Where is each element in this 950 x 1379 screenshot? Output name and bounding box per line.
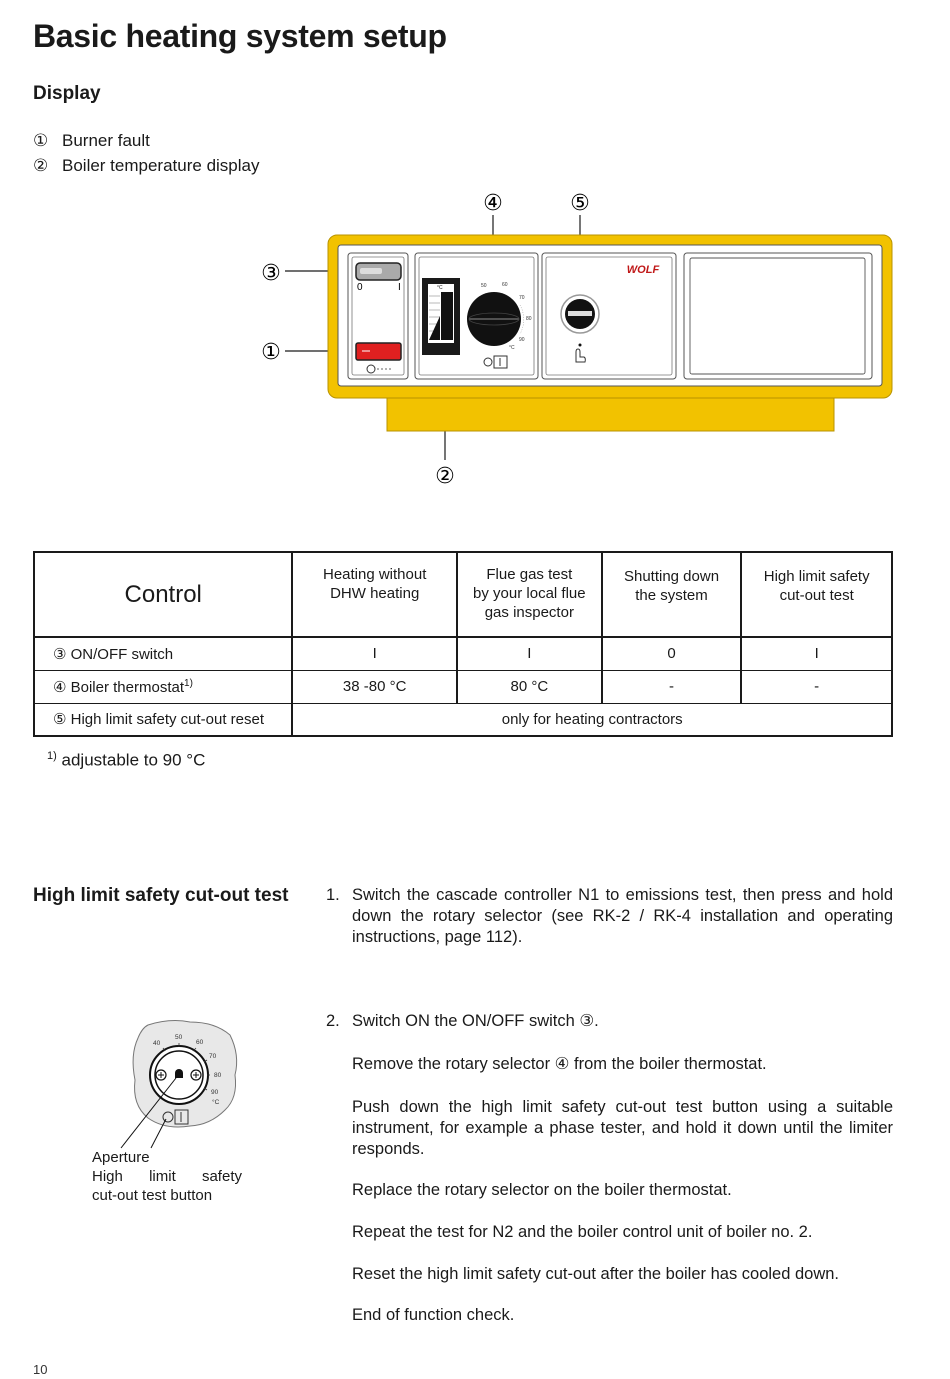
dial-unit-label: °C [509,345,515,351]
closeup-tick: 70 [209,1053,217,1060]
row-label [34,670,292,703]
step-1 [326,885,893,948]
footnote-marker: 1) [47,750,57,762]
header-line: Flue gas test [486,566,573,583]
header-line: the system [635,587,708,604]
dial-tick-label: 90 [519,337,525,343]
caption-aperture: Aperture [92,1149,150,1166]
instruction-paragraph: Reset the high limit safety cut-out after the boiler has cooled down. [352,1265,840,1283]
instruction-paragraph: Push down the high limit safety cut-out test button using a suitable instrument, for example a phase tester, and hold it down until the limiter responds. [352,1098,893,1158]
footnote-ref: 1) [184,677,193,689]
instruction-paragraph: Replace the rotary selector on the boiler thermostat. [352,1181,732,1199]
footnote-text: adjustable to 90 °C [61,750,206,770]
header-line: gas inspector [484,604,574,621]
step-text: Switch the cascade controller N1 to emissions test, then press and hold down the rotary selector (see RK-2 / RK-4 installation and operating instructions, page 112). [352,886,893,946]
step-number: 1. [326,886,340,904]
header-line: High limit safety [763,568,870,585]
row-label-text: ON/OFF switch [70,645,174,663]
dial-tick-label: 60 [502,282,508,288]
table-cell: I [292,637,457,670]
table-cell: I [457,637,602,670]
closeup-tick: 90 [211,1089,219,1096]
row-label-text: Boiler thermostat [70,678,185,696]
caption-test-button: cut-out test button [92,1187,213,1204]
closeup-tick: 50 [175,1034,183,1041]
aperture-icon [175,1069,183,1078]
callout-1: ① [261,339,281,364]
instruction-paragraph: End of function check. [352,1306,515,1324]
step-number: 2. [326,1012,340,1030]
table-cell: 38 -80 °C [292,670,457,703]
svg-text:WOLF: WOLF [626,264,660,276]
switch-off-label: 0 [357,282,363,293]
row-marker: ④ [53,678,67,696]
callout-5: ⑤ [570,190,590,215]
wolf-logo [627,264,660,276]
footnote [47,750,205,771]
table-cell: - [602,670,742,703]
legend-burner-fault [33,131,150,151]
table-cell: - [741,670,892,703]
page-number: 10 [33,1362,48,1377]
thermostat-closeup-figure [90,1015,250,1150]
instruction-paragraph: Repeat the test for N2 and the boiler control unit of boiler no. 2. [352,1223,813,1241]
caption-high-limit: High limit safety [92,1168,242,1185]
legend-boiler-temp-display [33,156,259,176]
row-marker: ⑤ [53,711,67,729]
test-section-heading: High limit safety cut-out test [33,885,289,906]
dial-tick-label: 80 [526,316,532,322]
page-title: Basic heating system setup [33,18,447,54]
header-shutting-down [602,552,742,637]
table-cell: 80 °C [457,670,602,703]
table-row [34,703,892,736]
header-heating-without-dhw [292,552,457,637]
table-cell: I [741,637,892,670]
instruction-paragraph: Remove the rotary selector ④ from the boiler thermostat. [352,1055,767,1073]
control-settings-table [33,551,893,737]
callout-2: ② [435,463,455,488]
header-flue-gas-test [457,552,602,637]
header-line: cut-out test [779,587,854,604]
switch-on-label: I [398,282,401,293]
thermometer-unit: °C [437,285,443,291]
row-label [34,637,292,670]
control-panel-diagram [0,185,950,495]
table-row [34,637,892,670]
header-high-limit-test [741,552,892,637]
header-line: DHW heating [330,585,420,602]
legend-marker: ① [33,131,49,150]
dial-tick-label: 50 [481,283,487,289]
row-label [34,703,292,736]
row-marker: ③ [53,645,67,663]
table-header-row [34,552,892,637]
callout-4: ④ [483,190,503,215]
header-line: by your local flue [473,585,586,602]
closeup-unit: °C [212,1099,220,1106]
table-cell-merged: only for heating contractors [292,703,892,736]
dial-tick-label: 70 [519,295,525,301]
closeup-tick: 80 [214,1072,222,1079]
legend-marker: ② [33,156,49,175]
closeup-tick: 60 [196,1039,204,1046]
display-heading: Display [33,83,101,104]
step-2 [326,1011,893,1032]
header-line: Heating without [322,566,427,583]
table-row [34,670,892,703]
closeup-tick: 40 [153,1040,161,1047]
legend-label: Burner fault [62,131,150,150]
blank-module [684,253,872,379]
callout-3: ③ [261,260,281,285]
boiler-base [387,396,834,431]
header-line: Shutting down [623,568,720,585]
table-cell: 0 [602,637,742,670]
step-text: Switch ON the ON/OFF switch ③. [352,1012,599,1030]
header-control: Control [34,552,292,637]
legend-label: Boiler temperature display [62,156,260,175]
row-label-text: High limit safety cut-out reset [70,711,265,729]
